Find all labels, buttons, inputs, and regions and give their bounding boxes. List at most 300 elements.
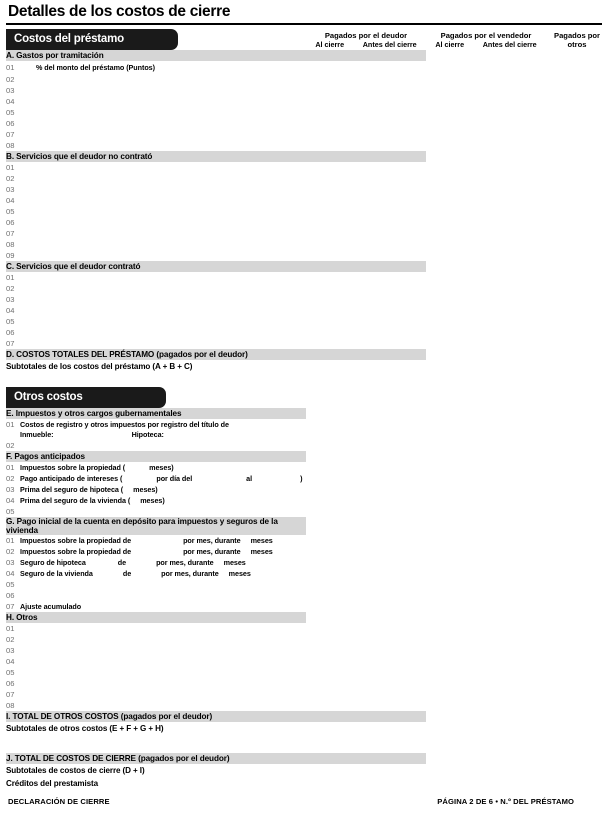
row-C-05-seller-at[interactable] [426,316,486,327]
subtotal-D-seller-before[interactable] [486,360,546,373]
row-G-05-other[interactable] [546,579,608,590]
row-H-03-borrower-before[interactable] [366,645,426,656]
row-H-02-other[interactable] [546,634,608,645]
row-G-04-other[interactable] [546,568,608,579]
row-G-01-seller-before[interactable] [486,535,546,546]
row-G-07-seller-at[interactable] [426,601,486,612]
table-row[interactable] [6,250,608,261]
row-G-07-other[interactable] [546,601,608,612]
row-G-05-borrower-at[interactable] [306,579,366,590]
row-A-04-seller-at[interactable] [426,96,486,107]
row-B-09-seller-before[interactable] [486,250,546,261]
row-B-06-borrower-before[interactable] [366,217,426,228]
table-row[interactable] [6,272,608,283]
row-F-05-other[interactable] [546,506,608,517]
row-H-08-borrower-at[interactable] [306,700,366,711]
row-C-07-borrower-before[interactable] [366,338,426,349]
row-A-08-seller-before[interactable] [486,140,546,151]
table-row[interactable] [6,689,608,700]
row-H-04-seller-at[interactable] [426,656,486,667]
row-A-01-seller-before[interactable] [486,61,546,74]
row-G-04-seller-at[interactable] [426,568,486,579]
row-F-04-borrower-at[interactable] [306,495,366,506]
row-A-08-borrower-at[interactable] [306,140,366,151]
row-C-04-borrower-at[interactable] [306,305,366,316]
table-row[interactable] [6,557,608,568]
row-B-07-borrower-at[interactable] [306,228,366,239]
row-B-03-seller-at[interactable] [426,184,486,195]
row-B-05-borrower-at[interactable] [306,206,366,217]
row-B-02-seller-at[interactable] [426,173,486,184]
row-C-04-seller-before[interactable] [486,305,546,316]
row-G-06-seller-before[interactable] [486,590,546,601]
row-A-07-seller-at[interactable] [426,129,486,140]
subtotal-D-seller-at[interactable] [426,360,486,373]
row-G-02-seller-at[interactable] [426,546,486,557]
row-F-02-seller-at[interactable] [426,473,486,484]
row-A-02-other[interactable] [546,74,608,85]
row-H-05-other[interactable] [546,667,608,678]
row-G-04-borrower-at[interactable] [306,568,366,579]
row-B-02-borrower-at[interactable] [306,173,366,184]
row-G-02-seller-before[interactable] [486,546,546,557]
row-B-08-borrower-before[interactable] [366,239,426,250]
row-B-01-seller-at[interactable] [426,162,486,173]
row-C-01-borrower-at[interactable] [306,272,366,283]
table-row[interactable] [6,338,608,349]
row-G-07-seller-before[interactable] [486,601,546,612]
row-H-04-borrower-before[interactable] [366,656,426,667]
credits-other[interactable] [546,777,608,790]
row-A-08-borrower-before[interactable] [366,140,426,151]
row-B-01-borrower-at[interactable] [306,162,366,173]
row-C-03-other[interactable] [546,294,608,305]
row-F-02-borrower-before[interactable] [366,473,426,484]
row-G-02-borrower-at[interactable] [306,546,366,557]
table-row[interactable] [6,74,608,85]
row-G-05-borrower-before[interactable] [366,579,426,590]
row-B-02-seller-before[interactable] [486,173,546,184]
row-B-08-other[interactable] [546,239,608,250]
section-J-subtotal-row[interactable] [6,764,608,777]
row-G-03-borrower-before[interactable] [366,557,426,568]
row-B-07-borrower-before[interactable] [366,228,426,239]
table-row[interactable] [6,85,608,96]
row-G-07-borrower-at[interactable] [306,601,366,612]
table-row[interactable] [6,173,608,184]
row-C-01-seller-at[interactable] [426,272,486,283]
row-E-02-seller-before[interactable] [486,440,546,451]
row-A-01-borrower-before[interactable] [366,61,426,74]
subtotal-I-borrower-at[interactable] [306,722,366,735]
row-F-03-other[interactable] [546,484,608,495]
row-F-01-borrower-before[interactable] [366,462,426,473]
row-A-05-seller-at[interactable] [426,107,486,118]
row-H-06-seller-before[interactable] [486,678,546,689]
row-B-04-borrower-before[interactable] [366,195,426,206]
row-A-03-other[interactable] [546,85,608,96]
row-B-01-seller-before[interactable] [486,162,546,173]
table-row[interactable] [6,535,608,546]
table-row[interactable] [6,590,608,601]
subtotal-I-other[interactable] [546,722,608,735]
row-B-03-other[interactable] [546,184,608,195]
row-G-06-seller-at[interactable] [426,590,486,601]
row-H-04-seller-before[interactable] [486,656,546,667]
table-row[interactable] [6,316,608,327]
row-G-06-borrower-before[interactable] [366,590,426,601]
row-H-03-seller-before[interactable] [486,645,546,656]
row-B-04-borrower-at[interactable] [306,195,366,206]
table-row[interactable] [6,440,608,451]
row-F-01-seller-before[interactable] [486,462,546,473]
row-C-04-other[interactable] [546,305,608,316]
row-A-05-borrower-at[interactable] [306,107,366,118]
row-A-03-borrower-at[interactable] [306,85,366,96]
row-H-04-other[interactable] [546,656,608,667]
row-H-08-seller-before[interactable] [486,700,546,711]
table-row[interactable] [6,228,608,239]
row-B-09-borrower-before[interactable] [366,250,426,261]
row-G-07-borrower-before[interactable] [366,601,426,612]
row-H-03-other[interactable] [546,645,608,656]
row-G-02-other[interactable] [546,546,608,557]
row-B-06-seller-at[interactable] [426,217,486,228]
table-row[interactable] [6,546,608,557]
row-A-05-seller-before[interactable] [486,107,546,118]
row-G-03-seller-at[interactable] [426,557,486,568]
row-B-04-seller-at[interactable] [426,195,486,206]
row-B-05-seller-before[interactable] [486,206,546,217]
table-row[interactable] [6,645,608,656]
table-row[interactable] [6,678,608,689]
table-row[interactable] [6,184,608,195]
row-H-07-other[interactable] [546,689,608,700]
table-row[interactable] [6,656,608,667]
subtotal-J-other[interactable] [546,764,608,777]
row-F-04-borrower-before[interactable] [366,495,426,506]
row-H-07-seller-before[interactable] [486,689,546,700]
row-F-05-borrower-before[interactable] [366,506,426,517]
row-H-01-borrower-before[interactable] [366,623,426,634]
table-row[interactable] [6,239,608,250]
row-F-03-seller-at[interactable] [426,484,486,495]
row-A-06-seller-before[interactable] [486,118,546,129]
row-C-03-seller-before[interactable] [486,294,546,305]
table-row[interactable] [6,700,608,711]
row-G-04-borrower-before[interactable] [366,568,426,579]
row-H-02-borrower-before[interactable] [366,634,426,645]
row-H-08-other[interactable] [546,700,608,711]
table-row[interactable] [6,217,608,228]
row-H-04-borrower-at[interactable] [306,656,366,667]
row-A-06-other[interactable] [546,118,608,129]
credits-seller-before[interactable] [486,777,546,790]
row-A-02-seller-at[interactable] [426,74,486,85]
row-G-06-other[interactable] [546,590,608,601]
row-H-01-seller-before[interactable] [486,623,546,634]
row-A-03-seller-at[interactable] [426,85,486,96]
row-A-03-borrower-before[interactable] [366,85,426,96]
row-F-03-seller-before[interactable] [486,484,546,495]
row-H-01-other[interactable] [546,623,608,634]
row-B-05-borrower-before[interactable] [366,206,426,217]
table-row[interactable] [6,96,608,107]
row-F-02-borrower-at[interactable] [306,473,366,484]
row-C-03-borrower-before[interactable] [366,294,426,305]
row-F-01-seller-at[interactable] [426,462,486,473]
subtotal-J-borrower-before[interactable] [366,764,426,777]
row-C-06-seller-before[interactable] [486,327,546,338]
table-row[interactable] [6,667,608,678]
row-A-03-seller-before[interactable] [486,85,546,96]
row-B-05-seller-at[interactable] [426,206,486,217]
row-A-01-seller-at[interactable] [426,61,486,74]
row-B-01-borrower-before[interactable] [366,162,426,173]
table-row[interactable] [6,129,608,140]
row-A-08-seller-at[interactable] [426,140,486,151]
table-row[interactable] [6,206,608,217]
row-E-01-borrower-at[interactable] [306,419,366,440]
row-C-01-borrower-before[interactable] [366,272,426,283]
row-E-02-other[interactable] [546,440,608,451]
row-A-04-seller-before[interactable] [486,96,546,107]
row-A-07-borrower-at[interactable] [306,129,366,140]
subtotal-D-other[interactable] [546,360,608,373]
row-A-08-other[interactable] [546,140,608,151]
table-row[interactable] [6,140,608,151]
row-A-06-borrower-at[interactable] [306,118,366,129]
row-B-05-other[interactable] [546,206,608,217]
subtotal-I-seller-before[interactable] [486,722,546,735]
table-row[interactable] [6,484,608,495]
row-B-08-borrower-at[interactable] [306,239,366,250]
row-H-01-borrower-at[interactable] [306,623,366,634]
row-H-08-borrower-before[interactable] [366,700,426,711]
row-H-07-borrower-at[interactable] [306,689,366,700]
subtotal-D-borrower-at[interactable] [306,360,366,373]
row-F-02-other[interactable] [546,473,608,484]
row-F-05-borrower-at[interactable] [306,506,366,517]
table-row[interactable] [6,506,608,517]
row-G-04-seller-before[interactable] [486,568,546,579]
row-G-01-other[interactable] [546,535,608,546]
row-E-01-borrower-before[interactable] [366,419,426,440]
row-H-05-seller-before[interactable] [486,667,546,678]
row-G-01-borrower-at[interactable] [306,535,366,546]
row-H-05-borrower-before[interactable] [366,667,426,678]
row-G-05-seller-at[interactable] [426,579,486,590]
row-C-04-seller-at[interactable] [426,305,486,316]
row-B-07-seller-at[interactable] [426,228,486,239]
row-C-07-borrower-at[interactable] [306,338,366,349]
row-G-01-borrower-before[interactable] [366,535,426,546]
row-F-03-borrower-at[interactable] [306,484,366,495]
row-C-05-borrower-before[interactable] [366,316,426,327]
row-H-02-borrower-at[interactable] [306,634,366,645]
row-F-01-borrower-at[interactable] [306,462,366,473]
credits-borrower-at[interactable] [306,777,366,790]
row-H-07-seller-at[interactable] [426,689,486,700]
section-D-subtotal-row[interactable] [6,360,608,373]
row-C-05-other[interactable] [546,316,608,327]
row-A-07-seller-before[interactable] [486,129,546,140]
table-row[interactable] [6,283,608,294]
row-A-07-borrower-before[interactable] [366,129,426,140]
table-row[interactable] [6,623,608,634]
lender-credits-row[interactable] [6,777,608,790]
row-H-05-seller-at[interactable] [426,667,486,678]
row-E-01-other[interactable] [546,419,608,440]
row-C-01-seller-before[interactable] [486,272,546,283]
row-B-06-borrower-at[interactable] [306,217,366,228]
row-H-06-borrower-before[interactable] [366,678,426,689]
row-E-02-borrower-before[interactable] [366,440,426,451]
row-H-02-seller-at[interactable] [426,634,486,645]
row-C-06-borrower-before[interactable] [366,327,426,338]
row-A-07-other[interactable] [546,129,608,140]
row-B-04-other[interactable] [546,195,608,206]
row-C-03-seller-at[interactable] [426,294,486,305]
row-A-04-borrower-at[interactable] [306,96,366,107]
row-B-03-borrower-at[interactable] [306,184,366,195]
row-C-02-borrower-before[interactable] [366,283,426,294]
table-row[interactable] [6,495,608,506]
row-G-01-seller-at[interactable] [426,535,486,546]
row-C-06-seller-at[interactable] [426,327,486,338]
row-C-02-seller-before[interactable] [486,283,546,294]
row-B-02-borrower-before[interactable] [366,173,426,184]
row-F-02-seller-before[interactable] [486,473,546,484]
row-B-03-borrower-before[interactable] [366,184,426,195]
row-E-01-seller-before[interactable] [486,419,546,440]
credits-borrower-before[interactable] [366,777,426,790]
row-C-02-other[interactable] [546,283,608,294]
row-C-05-seller-before[interactable] [486,316,546,327]
table-row[interactable] [6,162,608,173]
row-F-01-other[interactable] [546,462,608,473]
row-A-04-borrower-before[interactable] [366,96,426,107]
row-H-05-borrower-at[interactable] [306,667,366,678]
row-C-07-seller-before[interactable] [486,338,546,349]
row-B-08-seller-at[interactable] [426,239,486,250]
row-H-06-seller-at[interactable] [426,678,486,689]
table-row[interactable] [6,118,608,129]
subtotal-J-seller-before[interactable] [486,764,546,777]
row-E-02-seller-at[interactable] [426,440,486,451]
row-B-09-borrower-at[interactable] [306,250,366,261]
row-C-07-seller-at[interactable] [426,338,486,349]
row-G-03-borrower-at[interactable] [306,557,366,568]
row-G-05-seller-before[interactable] [486,579,546,590]
table-row[interactable] [6,107,608,118]
row-H-01-seller-at[interactable] [426,623,486,634]
table-row[interactable] [6,195,608,206]
row-A-04-other[interactable] [546,96,608,107]
row-F-04-other[interactable] [546,495,608,506]
row-A-06-seller-at[interactable] [426,118,486,129]
row-C-06-other[interactable] [546,327,608,338]
table-row[interactable] [6,601,608,612]
row-A-01-other[interactable] [546,61,608,74]
table-row[interactable] [6,61,608,74]
row-C-03-borrower-at[interactable] [306,294,366,305]
table-row[interactable] [6,305,608,316]
table-row[interactable] [6,473,608,484]
subtotal-I-borrower-before[interactable] [366,722,426,735]
row-A-01-borrower-at[interactable] [306,61,366,74]
row-G-03-seller-before[interactable] [486,557,546,568]
row-B-08-seller-before[interactable] [486,239,546,250]
subtotal-D-borrower-before[interactable] [366,360,426,373]
row-C-06-borrower-at[interactable] [306,327,366,338]
table-row[interactable] [6,294,608,305]
row-C-02-borrower-at[interactable] [306,283,366,294]
row-A-05-other[interactable] [546,107,608,118]
table-row[interactable] [6,462,608,473]
row-G-03-other[interactable] [546,557,608,568]
row-F-03-borrower-before[interactable] [366,484,426,495]
row-E-02-borrower-at[interactable] [306,440,366,451]
row-A-05-borrower-before[interactable] [366,107,426,118]
row-H-03-borrower-at[interactable] [306,645,366,656]
subtotal-J-borrower-at[interactable] [306,764,366,777]
table-row[interactable] [6,327,608,338]
row-F-04-seller-at[interactable] [426,495,486,506]
row-H-02-seller-before[interactable] [486,634,546,645]
row-B-07-other[interactable] [546,228,608,239]
row-C-04-borrower-before[interactable] [366,305,426,316]
subtotal-I-seller-at[interactable] [426,722,486,735]
row-C-07-other[interactable] [546,338,608,349]
row-B-09-other[interactable] [546,250,608,261]
row-B-01-other[interactable] [546,162,608,173]
row-G-06-borrower-at[interactable] [306,590,366,601]
row-B-09-seller-at[interactable] [426,250,486,261]
table-row[interactable] [6,419,608,440]
row-C-02-seller-at[interactable] [426,283,486,294]
row-F-04-seller-before[interactable] [486,495,546,506]
row-F-05-seller-at[interactable] [426,506,486,517]
row-B-04-seller-before[interactable] [486,195,546,206]
row-F-05-seller-before[interactable] [486,506,546,517]
credits-seller-at[interactable] [426,777,486,790]
row-B-03-seller-before[interactable] [486,184,546,195]
row-B-06-other[interactable] [546,217,608,228]
row-H-08-seller-at[interactable] [426,700,486,711]
row-A-06-borrower-before[interactable] [366,118,426,129]
row-H-07-borrower-before[interactable] [366,689,426,700]
row-A-02-seller-before[interactable] [486,74,546,85]
table-row[interactable] [6,634,608,645]
row-E-01-seller-at[interactable] [426,419,486,440]
row-G-02-borrower-before[interactable] [366,546,426,557]
row-B-06-seller-before[interactable] [486,217,546,228]
subtotal-J-seller-at[interactable] [426,764,486,777]
section-I-subtotal-row[interactable] [6,722,608,735]
row-B-02-other[interactable] [546,173,608,184]
table-row[interactable] [6,579,608,590]
row-A-02-borrower-at[interactable] [306,74,366,85]
row-A-02-borrower-before[interactable] [366,74,426,85]
row-C-01-other[interactable] [546,272,608,283]
row-C-05-borrower-at[interactable] [306,316,366,327]
row-H-06-borrower-at[interactable] [306,678,366,689]
row-H-06-other[interactable] [546,678,608,689]
row-H-03-seller-at[interactable] [426,645,486,656]
table-row[interactable] [6,568,608,579]
row-B-07-seller-before[interactable] [486,228,546,239]
